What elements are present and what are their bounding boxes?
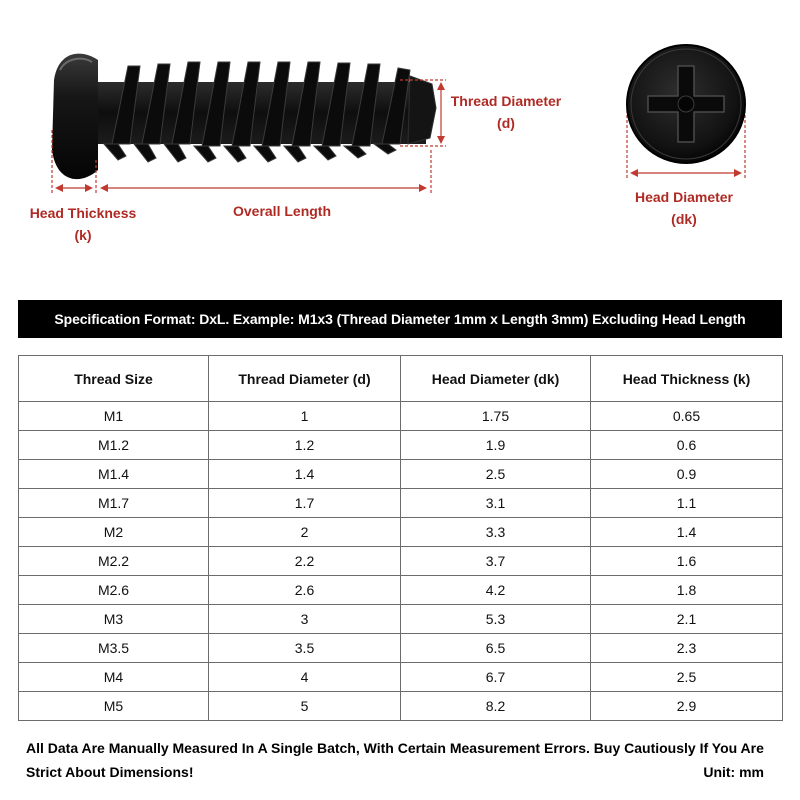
thread-size-cell: M1.2	[19, 431, 209, 460]
table-row	[19, 489, 783, 518]
table-row	[19, 692, 783, 721]
table-header-row	[19, 356, 783, 402]
thread-diameter-title: Thread Diameter	[450, 93, 562, 109]
screw-top-view	[627, 45, 745, 163]
head-diameter-cell: 2.5	[401, 460, 591, 489]
head-diameter-cell: 3.7	[401, 547, 591, 576]
table-row	[19, 547, 783, 576]
thread-diameter-cell: 4	[209, 663, 401, 692]
screw-side-view	[52, 54, 436, 180]
thread-diameter-cell: 1.7	[209, 489, 401, 518]
thread-size-cell: M4	[19, 663, 209, 692]
head-diameter-cell: 6.7	[401, 663, 591, 692]
screw-illustration	[0, 0, 800, 290]
table-row	[19, 431, 783, 460]
head-thickness-title: Head Thickness	[29, 205, 137, 221]
head-thickness-label	[22, 202, 144, 246]
head-diameter-symbol: (dk)	[671, 211, 697, 227]
head-thickness-cell: 1.8	[591, 576, 783, 605]
thread-diameter-cell: 1	[209, 402, 401, 431]
header-head-thickness: Head Thickness (k)	[591, 356, 783, 402]
head-diameter-cell: 3.1	[401, 489, 591, 518]
head-diameter-cell: 1.9	[401, 431, 591, 460]
thread-size-cell: M3.5	[19, 634, 209, 663]
table-row	[19, 605, 783, 634]
head-thickness-cell: 2.3	[591, 634, 783, 663]
table-row	[19, 402, 783, 431]
head-diameter-cell: 1.75	[401, 402, 591, 431]
head-diameter-cell: 5.3	[401, 605, 591, 634]
thread-diameter-cell: 3	[209, 605, 401, 634]
head-diameter-cell: 8.2	[401, 692, 591, 721]
thread-size-cell: M2.2	[19, 547, 209, 576]
thread-diameter-cell: 1.4	[209, 460, 401, 489]
thread-size-cell: M3	[19, 605, 209, 634]
head-thickness-cell: 1.1	[591, 489, 783, 518]
thread-diameter-cell: 3.5	[209, 634, 401, 663]
table-row	[19, 634, 783, 663]
table-row	[19, 460, 783, 489]
thread-diameter-cell: 5	[209, 692, 401, 721]
head-thickness-cell: 1.6	[591, 547, 783, 576]
thread-diameter-cell: 2	[209, 518, 401, 547]
thread-diameter-label	[446, 90, 566, 134]
head-diameter-cell: 4.2	[401, 576, 591, 605]
thread-diameter-cell: 2.6	[209, 576, 401, 605]
thread-size-cell: M5	[19, 692, 209, 721]
head-thickness-cell: 2.9	[591, 692, 783, 721]
thread-size-cell: M2.6	[19, 576, 209, 605]
head-thickness-cell: 0.65	[591, 402, 783, 431]
head-thickness-cell: 0.9	[591, 460, 783, 489]
head-diameter-cell: 6.5	[401, 634, 591, 663]
head-thickness-symbol: (k)	[74, 227, 92, 243]
screw-diagram	[0, 0, 800, 290]
table-row	[19, 576, 783, 605]
head-thickness-cell: 0.6	[591, 431, 783, 460]
unit-label: Unit: mm	[703, 764, 764, 780]
table-body	[19, 402, 783, 721]
thread-size-cell: M1.7	[19, 489, 209, 518]
thread-diameter-cell: 2.2	[209, 547, 401, 576]
head-thickness-cell: 1.4	[591, 518, 783, 547]
thread-size-cell: M2	[19, 518, 209, 547]
table-row	[19, 518, 783, 547]
header-head-diameter: Head Diameter (dk)	[401, 356, 591, 402]
thread-diameter-cell: 1.2	[209, 431, 401, 460]
overall-length-label: Overall Length	[232, 203, 332, 219]
thread-size-cell: M1	[19, 402, 209, 431]
head-diameter-label	[626, 186, 742, 230]
measurement-note: All Data Are Manually Measured In A Single Batch, With Certain Measurement Errors. Buy Cautiously If You Are Strict About Dimensions!	[26, 740, 764, 780]
specification-banner: Specification Format: DxL. Example: M1x3 (Thread Diameter 1mm x Length 3mm) Excluding Head Length	[18, 300, 782, 338]
head-thickness-cell: 2.5	[591, 663, 783, 692]
header-thread-size: Thread Size	[19, 356, 209, 402]
spec-table	[18, 355, 783, 721]
head-thickness-cell: 2.1	[591, 605, 783, 634]
header-thread-diameter: Thread Diameter (d)	[209, 356, 401, 402]
head-diameter-title: Head Diameter	[634, 189, 734, 205]
thread-diameter-symbol: (d)	[497, 115, 515, 131]
table-row	[19, 663, 783, 692]
head-diameter-cell: 3.3	[401, 518, 591, 547]
thread-size-cell: M1.4	[19, 460, 209, 489]
